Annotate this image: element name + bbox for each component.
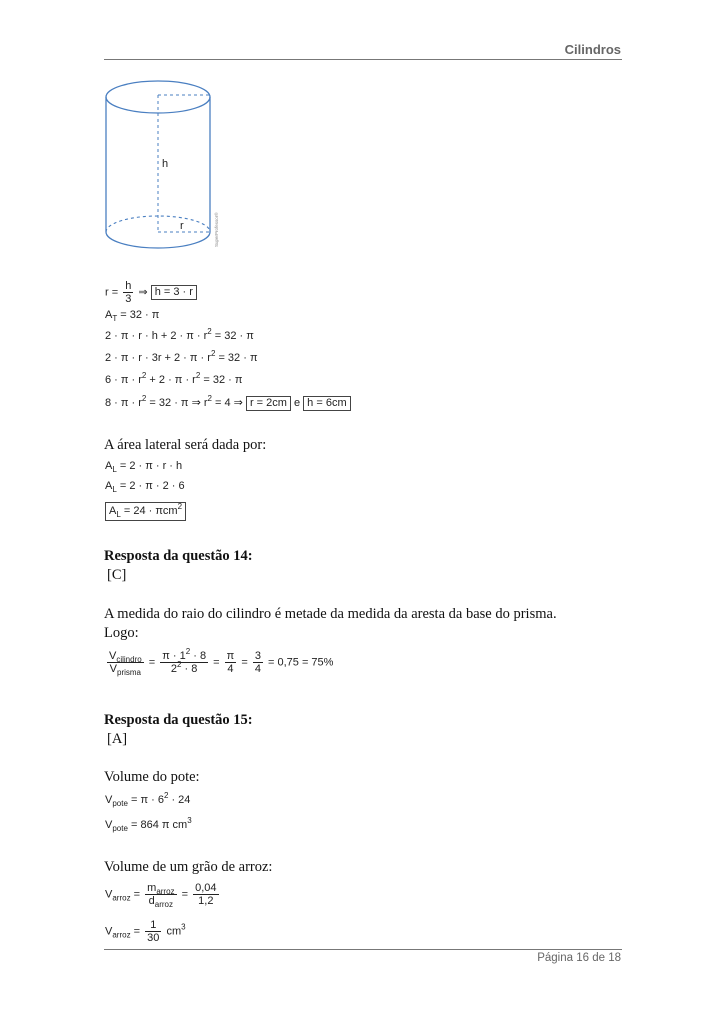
q14-text: A medida do raio do cilindro é metade da medida da aresta da base do prisma. — [104, 606, 557, 622]
radius-label: r — [180, 220, 184, 232]
pote-intro: Volume do pote: — [104, 769, 200, 785]
eq-line-1: r = $\frac{h}{3}$ ⇒ h = 3 · r — [105, 280, 197, 305]
eq-line-5: $6 \cdot \pi \cdot r^2 + 2 \cdot \pi \cdot r^2 = 32 \cdot \pi$ — [105, 371, 243, 386]
eq-line-4: $2 \cdot \pi \cdot r \cdot 3r + 2 \cdot \pi \cdot r^2 = 32 \cdot \pi$ — [105, 349, 258, 364]
lateral-eq-1: $A_L = 2 \cdot \pi \cdot r \cdot h$ — [105, 460, 183, 474]
grao-intro: Volume de um grão de arroz: — [104, 859, 273, 875]
boxed-lateral-area: $A_L = 24 \cdot \pi cm^2$ — [105, 502, 186, 521]
q15-title: Resposta da questão 15: — [104, 712, 253, 728]
footer-divider — [104, 949, 622, 950]
lateral-eq-2: $A_L = 2 \cdot \pi \cdot 2 \cdot 6$ — [105, 480, 185, 494]
boxed-radius: r = 2cm — [246, 396, 291, 411]
page-header-title: Cilindros — [564, 42, 621, 57]
height-label: h — [162, 158, 169, 170]
header-divider — [104, 59, 622, 60]
page-number: Página 16 de 18 — [537, 952, 621, 964]
watermark: SuperProfessor® — [214, 212, 219, 247]
q14-title: Resposta da questão 14: — [104, 548, 253, 564]
q14-logo: Logo: — [104, 625, 139, 641]
arroz-eq-1: $V_{arroz}$ = $\frac{m_{arroz}}{d_{arroz}}$ = $\frac{0,04}{1,2}$ — [105, 882, 217, 909]
lateral-eq-3 — [105, 502, 186, 521]
lateral-intro: A área lateral será dada por: — [104, 437, 267, 453]
boxed-result: h = 3 · r — [151, 285, 197, 300]
eq-line-6: $8 \cdot \pi \cdot r^2 = 32 \cdot \pi$ ⇒ $r^2 = 4$ ⇒ r = 2cm e h = 6cm — [105, 396, 351, 411]
pote-eq-2: $V_{pote} = 864$ π $cm^3$ — [105, 816, 192, 833]
pote-eq-1: $V_{pote} = \pi \cdot 6^2 \cdot 24$ — [105, 791, 191, 808]
cylinder-figure — [100, 75, 230, 255]
arroz-eq-2: $V_{arroz}$ = $\frac{1}{30}$ $cm^3$ — [105, 919, 186, 944]
eq-line-2: $A_T = 32 \cdot \pi$ — [105, 309, 160, 323]
q15-answer: [A] — [107, 731, 128, 747]
cylinder-bottom-front — [106, 232, 210, 248]
boxed-height: h = 6cm — [303, 396, 350, 411]
eq-line-3: $2 \cdot \pi \cdot r \cdot h + 2 \cdot \pi \cdot r^2 = 32 \cdot \pi$ — [105, 327, 254, 342]
q14-equation: $\frac{V_{cilindro}}{V_{prisma}}$ = $\frac{\pi \cdot 1^2 \cdot 8}{2^2 \cdot 8}$ = $\frac{\pi}{4}$ = $\frac{3}{4}$ = 0,75 = 75% — [109, 647, 334, 677]
q14-answer: [C] — [107, 567, 127, 583]
